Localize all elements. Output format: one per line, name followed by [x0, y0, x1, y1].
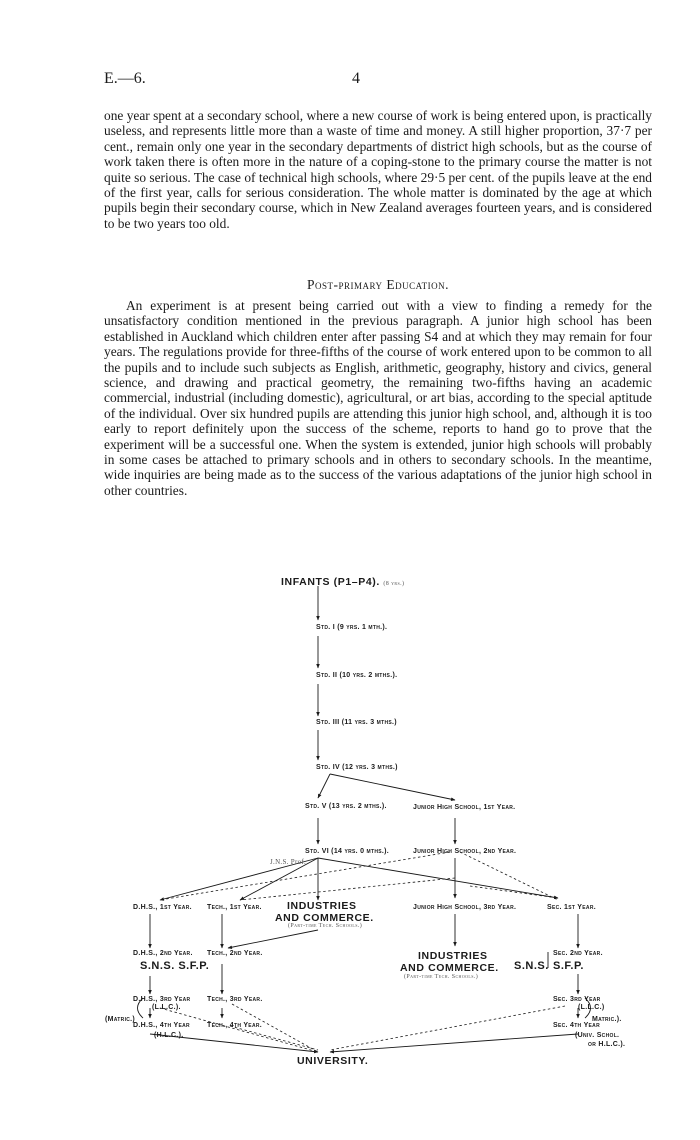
- note-univ-hlc: or H.L.C.).: [588, 1041, 626, 1048]
- dashed-dhs3-university: [160, 1008, 318, 1052]
- node-std5: Std. V (13 yrs. 2 mths.).: [305, 803, 387, 810]
- line-std6-sec1: [318, 858, 558, 898]
- diagram-connectors: [0, 538, 700, 1058]
- node-sfp-right: S.F.P.: [553, 960, 584, 972]
- node-industries-right: INDUSTRIES: [418, 950, 488, 962]
- node-jhs2: Junior High School, 2nd Year.: [413, 848, 517, 855]
- page-header: [104, 70, 652, 94]
- node-dhs4: D.H.S., 4th Year: [133, 1022, 190, 1029]
- node-university: UNIVERSITY.: [297, 1055, 369, 1067]
- node-tech2: Tech., 2nd Year.: [207, 950, 263, 957]
- node-infants: INFANTS (P1–P4). (8 yrs.): [281, 576, 405, 588]
- node-sns-right: S.N.S.: [514, 960, 549, 972]
- node-std2: Std. II (10 yrs. 2 mths.).: [316, 672, 398, 679]
- note-part-time-left: (Part-time Tech. Schools.): [288, 923, 363, 929]
- note-jns-prof: J.N.S. Prof.: [270, 858, 307, 866]
- node-sec4: Sec. 4th Year: [553, 1022, 601, 1029]
- node-industries-right-b: AND COMMERCE.: [400, 962, 499, 974]
- note-llc-right: (L.L.C.): [578, 1004, 605, 1011]
- report-reference: E.—6.: [104, 70, 146, 87]
- node-dhs2: D.H.S., 2nd Year.: [133, 950, 193, 957]
- line-industries-tech2: [228, 930, 318, 948]
- arrow-std4-std5: [318, 774, 330, 798]
- note-hlc-left: (H.L.C.).: [154, 1032, 184, 1039]
- dashed-jhs2-sec1: [460, 852, 558, 900]
- node-industries-left: INDUSTRIES: [287, 900, 357, 912]
- node-tech3: Tech., 3rd Year.: [207, 996, 263, 1003]
- node-tech4: Tech., 4th Year.: [207, 1022, 263, 1029]
- node-industries-left-b: AND COMMERCE.: [275, 912, 374, 924]
- note-matric-right: Matric.).: [592, 1016, 622, 1023]
- node-sns-left: S.N.S. S.F.P.: [140, 960, 210, 972]
- node-jhs1: Junior High School, 1st Year.: [413, 804, 516, 811]
- dashed-jhs-sec2: [470, 886, 558, 898]
- paragraph-1: one year spent at a secondary school, where a new course of work is being entered upon, is practically useless, and represents little more than a waste of time and money. A still higher proportion, 37·7 per cent., remain only one year in the secondary departments of district high schools, but as the course of work taken there is often more in the nature of a coping-stone to the primary course the matter is not quite so serious. The case of technical high schools, where 29·5 per cent. of the pupils leave at the end of the first year, calls for serious consideration. The whole matter is dominated by the age at which pupils begin their secondary course, which in New Zealand averages fourteen years, and is considered to be two years too old.: [104, 108, 652, 231]
- node-std4: Std. IV (12 yrs. 3 mths.): [316, 764, 398, 771]
- paragraph-2: An experiment is at present being carried out with a view to finding a remedy for the unsatisfactory condition mentioned in the previous paragraph. A junior high school has been established in Auckland which children enter after passing S4 and at which they may remain for four years. The regulations provide for three-fifths of the course of work entered upon to be common to all the pupils and to include such subjects as English, arithmetic, geography, history and civics, general science, and drawing and practical geometry, the remaining two-fifths having an academic commercial, industrial (including domestic), agricultural, or art bias, according to the special aptitude of the individual. Over six hundred pupils are attending this junior high school, and, although it is too early to report definitely upon the success of the scheme, reports to hand go to prove that the experiment will be a successful one. When the system is extended, junior high schools will probably in some cases be attached to primary schools and in others to secondary schools. In the meantime, wide inquiries are being made as to the success of the various adaptations of the junior high school in other countries.: [104, 298, 652, 498]
- education-pathway-diagram: [0, 538, 700, 1067]
- node-std6: Std. VI (14 yrs. 0 mths.).: [305, 848, 390, 855]
- note-univ-schol: (Univ. Schol.: [575, 1032, 620, 1039]
- node-dhs3: D.H.S., 3rd Year: [133, 996, 191, 1003]
- node-tech1: Tech., 1st Year.: [207, 904, 262, 911]
- dashed-tech4-university: [230, 1026, 318, 1050]
- note-llc-left: (L.L.C.).: [152, 1004, 181, 1011]
- section-heading: Post-primary Education.: [306, 277, 449, 292]
- node-dhs1: D.H.S., 1st Year.: [133, 904, 192, 911]
- note-part-time-right: (Part-time Tech. Schools.): [404, 974, 479, 980]
- node-sec3: Sec. 3rd Year: [553, 996, 601, 1003]
- node-sec1: Sec. 1st Year.: [547, 904, 596, 911]
- node-std1: Std. I (9 yrs. 1 mth.).: [316, 624, 388, 631]
- node-std3: Std. III (11 yrs. 3 mths.): [316, 719, 397, 726]
- node-jhs3: Junior High School, 3rd Year.: [413, 904, 517, 911]
- page-number: 4: [352, 70, 360, 87]
- node-sec2: Sec. 2nd Year.: [553, 950, 603, 957]
- note-matric-left: (Matric.): [105, 1016, 136, 1023]
- arrow-std4-jhs1: [330, 774, 455, 800]
